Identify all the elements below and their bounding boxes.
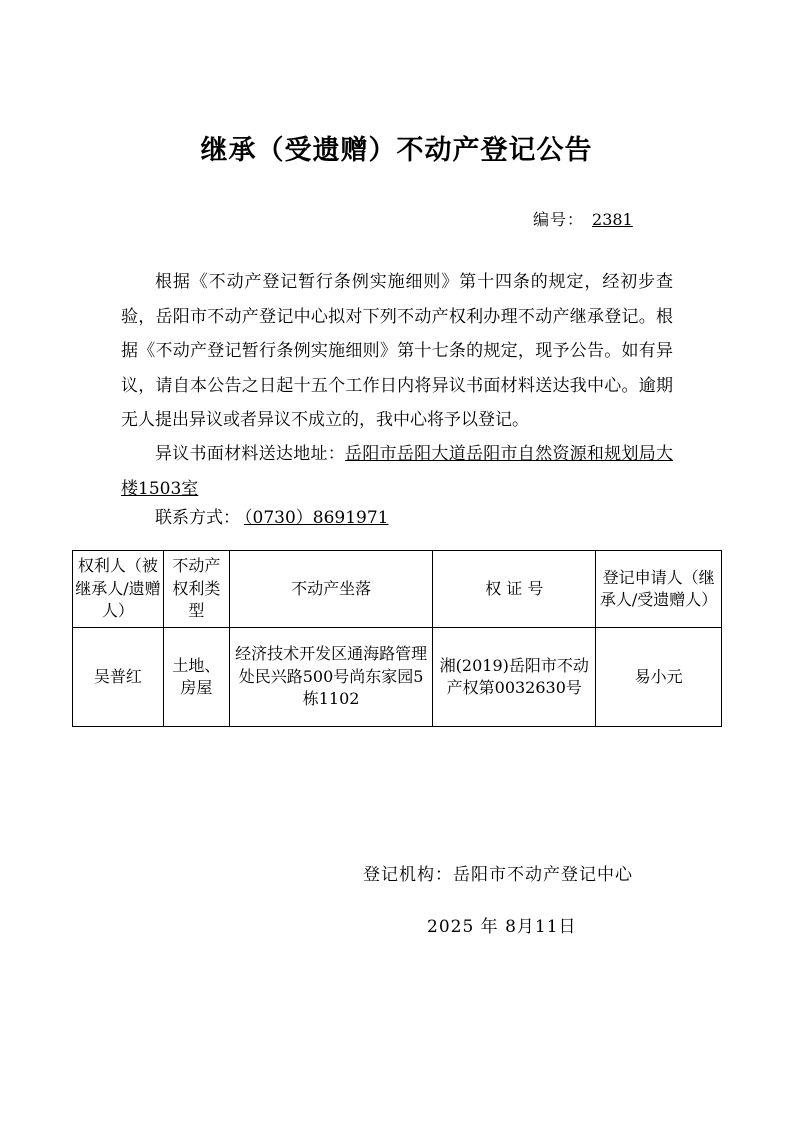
serial-number (533, 207, 633, 230)
cell-right-type: 土地、房屋 (163, 628, 229, 727)
announcement-body: 根据《不动产登记暂行条例实施细则》第十四条的规定，经初步查验，岳阳市不动产登记中心拟对下列不动产权利办理不动产继承登记。根据《不动产登记暂行条例实施细则》第十七条的规定，现予公告。如有异议，请自本公告之日起十五个工作日内将异议书面材料送达我中心。逾期无人提出异议或者异议不成立的，我中心将予以登记。 (121, 272, 673, 430)
serial-label: 编号： (533, 210, 585, 229)
objection-address (121, 437, 673, 506)
header-certificate: 权 证 号 (433, 551, 596, 628)
address-value: 岳阳市岳阳大道岳阳市自然资源和规划局大楼1503室 (121, 444, 674, 499)
contact-value: （0730）8691971 (244, 508, 389, 528)
cell-owner: 吴普红 (73, 628, 164, 727)
header-right-type: 不动产权利类型 (163, 551, 229, 628)
page-title: 继承（受遗赠）不动产登记公告 (200, 135, 593, 166)
cell-applicant: 易小元 (596, 628, 722, 727)
registration-organization: 登记机构：岳阳市不动产登记中心 (363, 865, 633, 885)
cell-certificate: 湘(2019)岳阳市不动产权第0032630号 (433, 628, 596, 727)
table-header-row (73, 551, 722, 628)
table-row (73, 628, 722, 727)
contact-info (155, 506, 418, 530)
header-owner: 权利人（被继承人/遗赠人） (73, 551, 164, 628)
contact-label: 联系方式： (155, 508, 240, 528)
header-applicant: 登记申请人（继承人/受遗赠人） (596, 551, 722, 628)
address-label: 异议书面材料送达地址： (155, 444, 346, 464)
cell-location: 经济技术开发区通海路管理处民兴路500号尚东家园5栋1102 (229, 628, 433, 727)
header-location: 不动产坐落 (229, 551, 433, 628)
announcement-date: 2025 年 8月11日 (427, 917, 577, 937)
serial-value: 2381 (592, 210, 633, 229)
registration-table (72, 550, 722, 727)
